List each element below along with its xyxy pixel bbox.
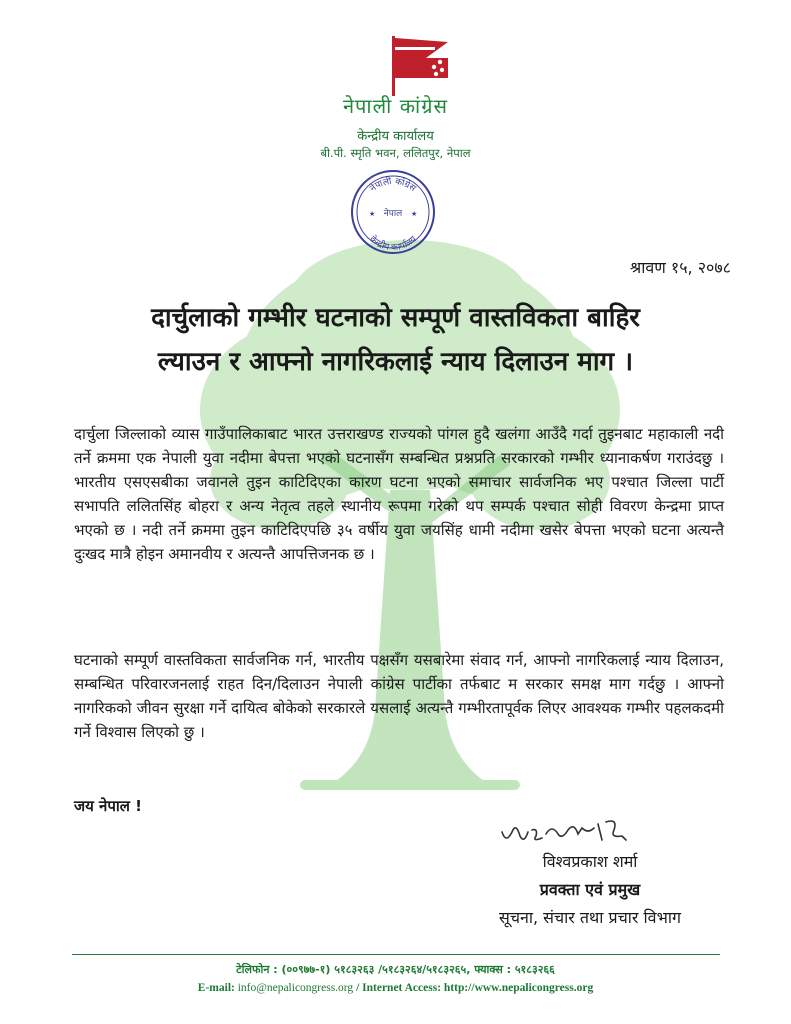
closing-salutation: जय नेपाल !	[74, 797, 143, 815]
handwritten-signature	[498, 810, 648, 850]
office-address: बी.पी. स्मृति भवन, ललितपुर, नेपाल	[320, 146, 471, 160]
party-flag-icon	[386, 32, 456, 98]
footer-phone-fax: टेलिफोन : (००९७७-१) ५१८३२६३ /५१८३२६४/५१८३२६५, फ्याक्स : ५१८३२६६	[236, 963, 555, 976]
body-paragraph-1: दार्चुला जिल्लाको व्यास गाउँपालिकाबाट भारत उत्तराखण्ड राज्यको पांगल हुदै खलंगा आउँदै गर्दा तुइनबाट महाकाली नदी तर्ने क्रममा एक नेपाली युवा नदीमा बेपत्ता भएको घटनासँग सम्बन्धित प्रश्नप्रति सरकारको गम्भीर ध्यानाकर्षण गराउंदछु । भारतीय एसएसबीका जवानले तुइन काटिदिएका कारण घटना भएको समाचार सार्वजनिक भए पश्चात जिल्ला पार्टी सभापति ललितसिंह बोहरा र अन्य नेतृत्व तहले स्थानीय रूपमा गरेको थप सम्पर्क पश्चात सोही विवरण केन्द्रमा प्राप्त भएको छ । नदी तर्ने क्रममा तुइन काटिदिएपछि ३५ वर्षीय युवा जयसिंह धामी नदीमा खसेर बेपत्ता भएको घटना अत्यन्तै दुःखद मात्रै होइन अमानवीय र अत्यन्तै आपत्तिजनक छ ।	[74, 425, 724, 563]
seal-star-icon: ★	[411, 210, 418, 218]
office-name: केन्द्रीय कार्यालय	[357, 129, 434, 144]
seal-center-text: नेपाल	[383, 209, 403, 219]
svg-text:केन्द्रीय कार्यालय	[367, 233, 419, 253]
internet-label: Internet Access:	[362, 982, 442, 994]
seal-star-icon: ★	[369, 210, 376, 218]
signatory-name: विश्वप्रकाश शर्मा	[542, 852, 638, 871]
office-seal	[349, 168, 437, 256]
footer-separator: /	[356, 982, 360, 994]
seal-top-text: नेपाली कांग्रेस	[368, 176, 418, 195]
signatory-role: प्रवक्ता एवं प्रमुख	[539, 880, 641, 899]
svg-text:नेपाली कांग्रेस	[367, 175, 418, 195]
footer-contact	[0, 982, 791, 994]
press-release-title-line-1: दार्चुलाको गम्भीर घटनाको सम्पूर्ण वास्तविकता बाहिर	[151, 303, 640, 333]
email-label: E-mail:	[197, 982, 235, 994]
party-name: नेपाली कांग्रेस	[342, 94, 449, 118]
seal-bottom-text: केन्द्रीय कार्यालय	[367, 234, 419, 254]
letter-date: श्रावण १५, २०७८	[629, 258, 731, 277]
footer-divider	[72, 954, 720, 955]
signatory-department: सूचना, संचार तथा प्रचार विभाग	[499, 908, 681, 927]
press-release-title-line-2: ल्याउन र आफ्नो नागरिकलाई न्याय दिलाउन माग ।	[157, 347, 634, 377]
website-link[interactable]: http://www.nepalicongress.org	[443, 982, 594, 994]
body-paragraph-2: घटनाको सम्पूर्ण वास्तविकता सार्वजनिक गर्न, भारतीय पक्षसँग यसबारेमा संवाद गर्न, आफ्नो नागरिकलाई न्याय दिलाउन, सम्बन्धित परिवारजनलाई राहत दिन/दिलाउन नेपाली कांग्रेस पार्टीका तर्फबाट म सरकार समक्ष माग गर्दछु । आफ्नो नागरिकको जीवन सुरक्षा गर्ने दायित्व बोकेको सरकारले यसलाई अत्यन्तै गम्भीरतापूर्वक लिएर आवश्यक गम्भीर पहलकदमी गर्ने विश्वास लिएको छु ।	[74, 651, 724, 741]
email-link[interactable]: info@nepalicongress.org	[237, 982, 354, 994]
